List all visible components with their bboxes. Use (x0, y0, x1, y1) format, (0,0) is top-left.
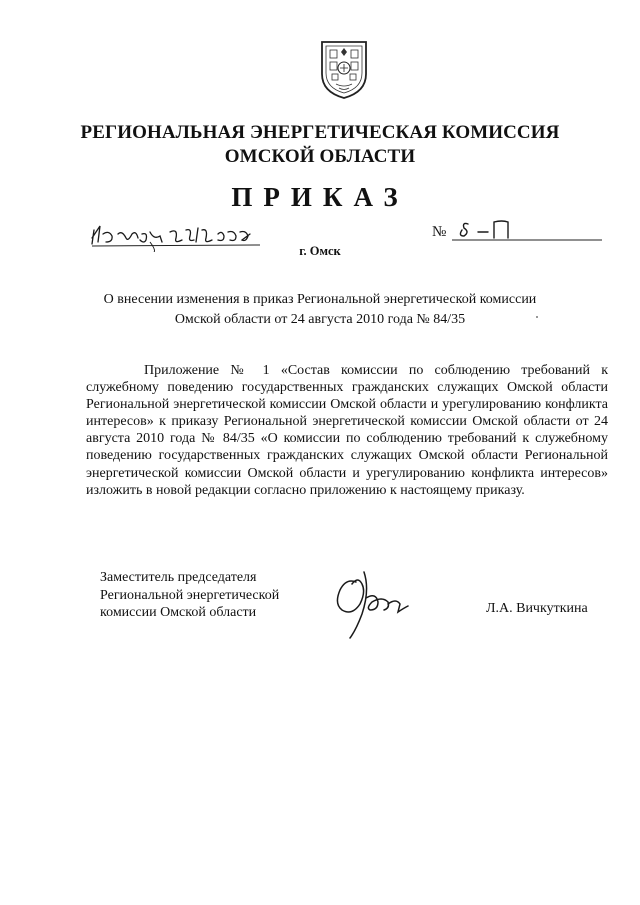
signer-name: Л.А. Вичкуткина (486, 601, 588, 616)
order-subject: О внесении изменения в приказ Региональной энергетической комиссии Омской области от 24 августа 2010 года № 84/35 (103, 292, 537, 327)
signer-position-line: комиссии Омской области (100, 605, 257, 620)
handwritten-signature-icon (326, 568, 416, 640)
organization-name-line2: ОМСКОЙ ОБЛАСТИ (224, 146, 416, 167)
document-type-title: ПРИКАЗ (231, 182, 409, 212)
organization-name-line1: РЕГИОНАЛЬНАЯ ЭНЕРГЕТИЧЕСКАЯ КОМИССИЯ (80, 122, 560, 143)
handwritten-order-number (452, 216, 604, 244)
order-number-label: № (432, 224, 447, 240)
signer-position (100, 569, 330, 622)
order-body-paragraph: Приложение № 1 «Состав комиссии по соблюдению требований к служебному поведению государственных гражданских служащих Омской области Региональной энергетической комиссии Омской области и урегулированию конфликта интересов» к приказу Региональной энергетической комиссии Омской области от 24 августа 2010 года № 84/35 «О комиссии по соблюдению требований к служебному поведению государственных гражданских служащих Омской области Региональной энергетической комиссии Омской области и урегулированию конфликта интересов» изложить в новой редакции согласно приложению к настоящему приказу. (86, 363, 608, 498)
signer-position-line: Заместитель председателя (100, 570, 257, 585)
city-name: г. Омск (299, 244, 341, 258)
scan-speck (536, 316, 538, 318)
omsk-coat-of-arms-icon (318, 38, 370, 100)
signer-position-line: Региональной энергетической (100, 587, 280, 603)
